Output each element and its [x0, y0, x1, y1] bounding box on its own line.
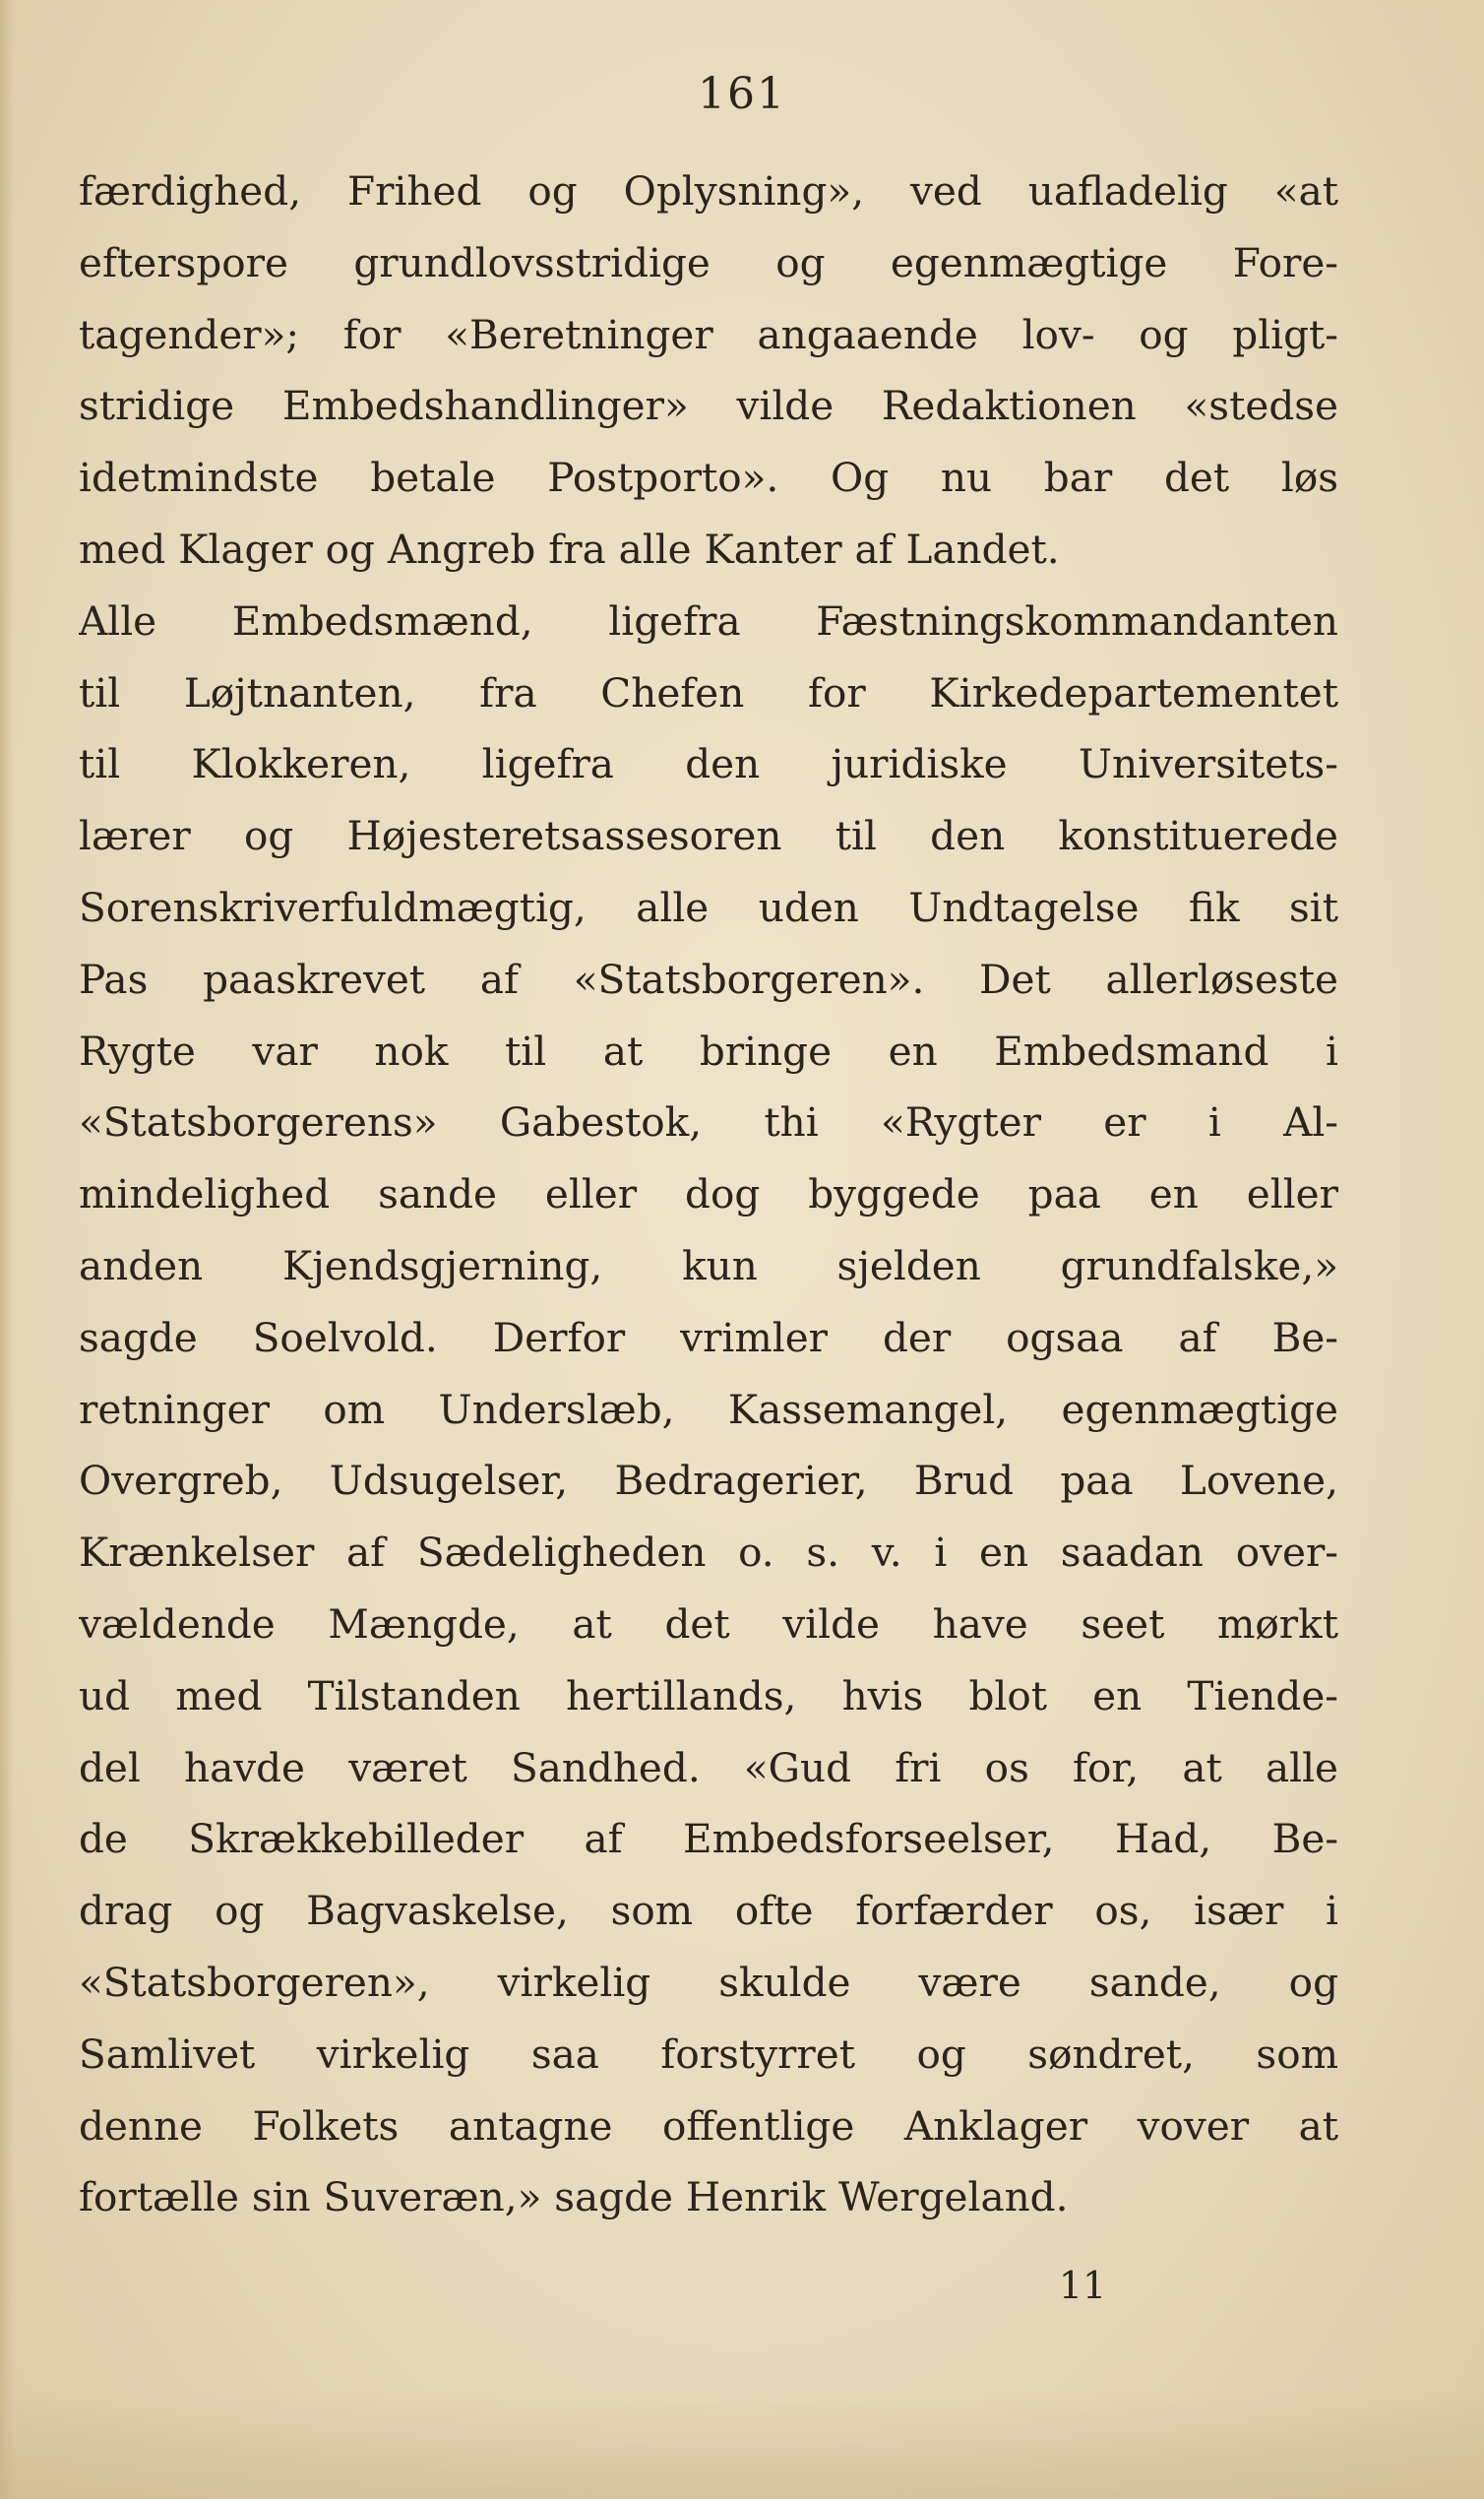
text-line: retninger om Underslæb, Kassemangel, egenmægtige [79, 1385, 1338, 1433]
text-line: færdighed, Frihed og Oplysning», ved uafladelig «at [79, 167, 1338, 215]
text-line: ud med Tilstanden hertillands, hvis blot en Tiende- [79, 1671, 1338, 1719]
text-line: idetmindste betale Postporto». Og nu bar det løs [79, 454, 1338, 502]
text-line: sagde Soelvold. Derfor vrimler der ogsaa af Be- [79, 1313, 1338, 1361]
text-line: vældende Mængde, at det vilde have seet mørkt [79, 1599, 1338, 1648]
text-line: stridige Embedshandlinger» vilde Redaktionen «stedse [79, 382, 1338, 430]
text-line: til Løjtnanten, fra Chefen for Kirkedepartementet [79, 668, 1338, 717]
text-line: efterspore grundlovsstridige og egenmægtige Fore- [79, 238, 1338, 286]
text-line: «Statsborgeren», virkelig skulde være sande, og [79, 1958, 1338, 2006]
text-line: denne Folkets antagne offentlige Anklager vover at [79, 2101, 1338, 2150]
text-line: Krænkelser af Sædeligheden o. s. v. i en saadan over- [79, 1529, 1338, 1577]
signature-mark: 11 [1058, 2264, 1107, 2307]
text-line: «Statsborgerens» Gabestok, thi «Rygter er i Al- [79, 1098, 1338, 1147]
text-line: Pas paaskrevet af «Statsborgeren». Det allerløseste [79, 955, 1338, 1003]
text-line: anden Kjendsgjerning, kun sjelden grundfalske,» [79, 1241, 1338, 1289]
body-text [79, 156, 1338, 2233]
page-number: 161 [698, 69, 786, 119]
text-line: lærer og Højesteretsassesoren til den konstituerede [79, 812, 1338, 860]
text-line: drag og Bagvaskelse, som ofte forfærder os, især i [79, 1887, 1338, 1935]
text-line: mindelighed sande eller dog byggede paa en eller [79, 1170, 1338, 1218]
text-line: de Skrækkebilleder af Embedsforseelser, Had, Be- [79, 1815, 1338, 1863]
text-line: del havde været Sandhed. «Gud fri os for, at alle [79, 1743, 1338, 1791]
text-line: til Klokkeren, ligefra den juridiske Universitets- [79, 740, 1338, 788]
text-line: tagender»; for «Beretninger angaaende lov- og pligt- [79, 310, 1338, 358]
text-line: med Klager og Angreb fra alle Kanter af Landet. [79, 525, 1060, 573]
text-line: Rygte var nok til at bringe en Embedsmand i [79, 1027, 1338, 1075]
text-line: Overgreb, Udsugelser, Bedragerier, Brud paa Lovene, [79, 1457, 1338, 1505]
text-line: Alle Embedsmænd, ligefra Fæstningskommandanten [79, 596, 1338, 645]
text-line: Sorenskriverfuldmægtig, alle uden Undtagelse fik sit [79, 883, 1338, 931]
text-line: fortælle sin Suveræn,» sagde Henrik Wergeland. [79, 2173, 1069, 2221]
text-line: Samlivet virkelig saa forstyrret og søndret, som [79, 2030, 1338, 2078]
